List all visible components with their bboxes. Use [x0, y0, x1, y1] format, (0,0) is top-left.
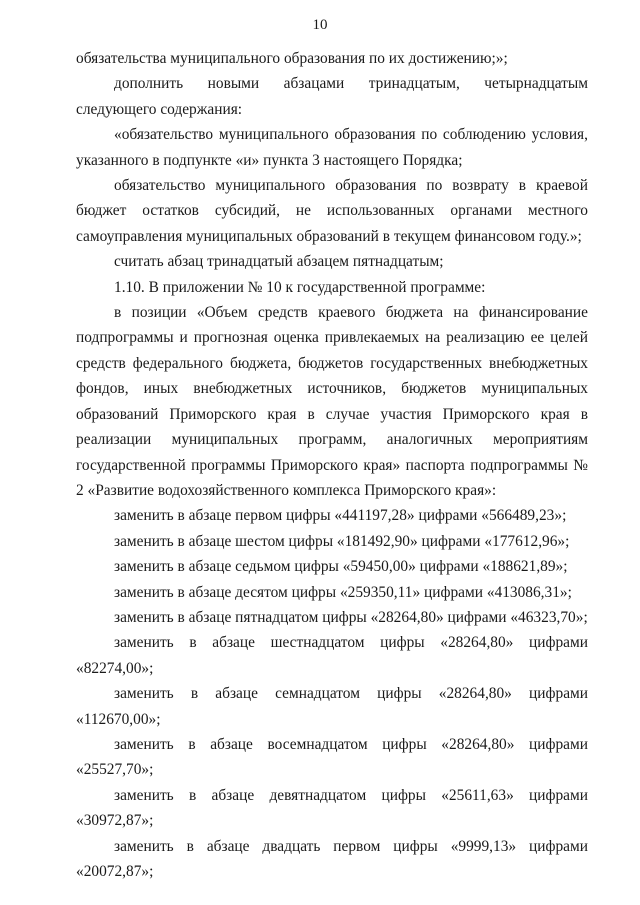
paragraph-6: 1.10. В приложении № 10 к государственной программе: [114, 278, 486, 296]
paragraph-14: заменить в абзаце семнадцатом цифры «28264,80» цифрами «112670,00»; [76, 685, 588, 728]
paragraph-11: заменить в абзаце десятом цифры «259350,11» цифрами «413086,31»; [114, 583, 572, 601]
paragraph-17: заменить в абзаце двадцать первом цифры «9999,13» цифрами «20072,87»; [76, 837, 588, 880]
paragraph-4: обязательство муниципального образования по возврату в краевой бюджет остатков субсидий, не использованных органами местного самоуправления муниципальных образований в текущем финансовом году.»; [76, 177, 588, 245]
paragraph-10: заменить в абзаце седьмом цифры «59450,00» цифрами «188621,89»; [114, 558, 568, 576]
paragraph-1: обязательства муниципального образования по их достижению;»; [76, 50, 508, 67]
paragraph-7: в позиции «Объем средств краевого бюджета на финансирование подпрограммы и прогнозная оценка привлекаемых на реализацию ее целей средств федерального бюджета, бюджетов государственных внебюджетных фондов, иных внебюджетных источников, бюджетов муниципальных образований Приморского края в случае участия Приморского края в реализации муниципальных программ, аналогичных мероприятиям государственной программы Приморского края» паспорта подпрограммы № 2 «Развитие водохозяйственного комплекса Приморского края»: [76, 304, 588, 499]
page-number: 10 [312, 17, 328, 33]
document-body [76, 46, 588, 884]
paragraph-8: заменить в абзаце первом цифры «441197,28» цифрами «566489,23»; [114, 507, 567, 525]
paragraph-3: «обязательство муниципального образования по соблюдению условия, указанного в подпункте «и» пункта 3 настоящего Порядка; [76, 126, 588, 169]
paragraph-12: заменить в абзаце пятнадцатом цифры «28264,80» цифрами «46323,70»; [114, 608, 588, 626]
paragraph-5: считать абзац тринадцатый абзацем пятнадцатым; [114, 253, 444, 271]
paragraph-9: заменить в абзаце шестом цифры «181492,90» цифрами «177612,96»; [114, 532, 570, 550]
paragraph-16: заменить в абзаце девятнадцатом цифры «25611,63» цифрами «30972,87»; [76, 786, 588, 830]
paragraph-15: заменить в абзаце восемнадцатом цифры «28264,80» цифрами «25527,70»; [76, 735, 588, 779]
paragraph-13: заменить в абзаце шестнадцатом цифры «28264,80» цифрами «82274,00»; [76, 634, 588, 677]
paragraph-2: дополнить новыми абзацами тринадцатым, четырнадцатым следующего содержания: [76, 75, 588, 118]
